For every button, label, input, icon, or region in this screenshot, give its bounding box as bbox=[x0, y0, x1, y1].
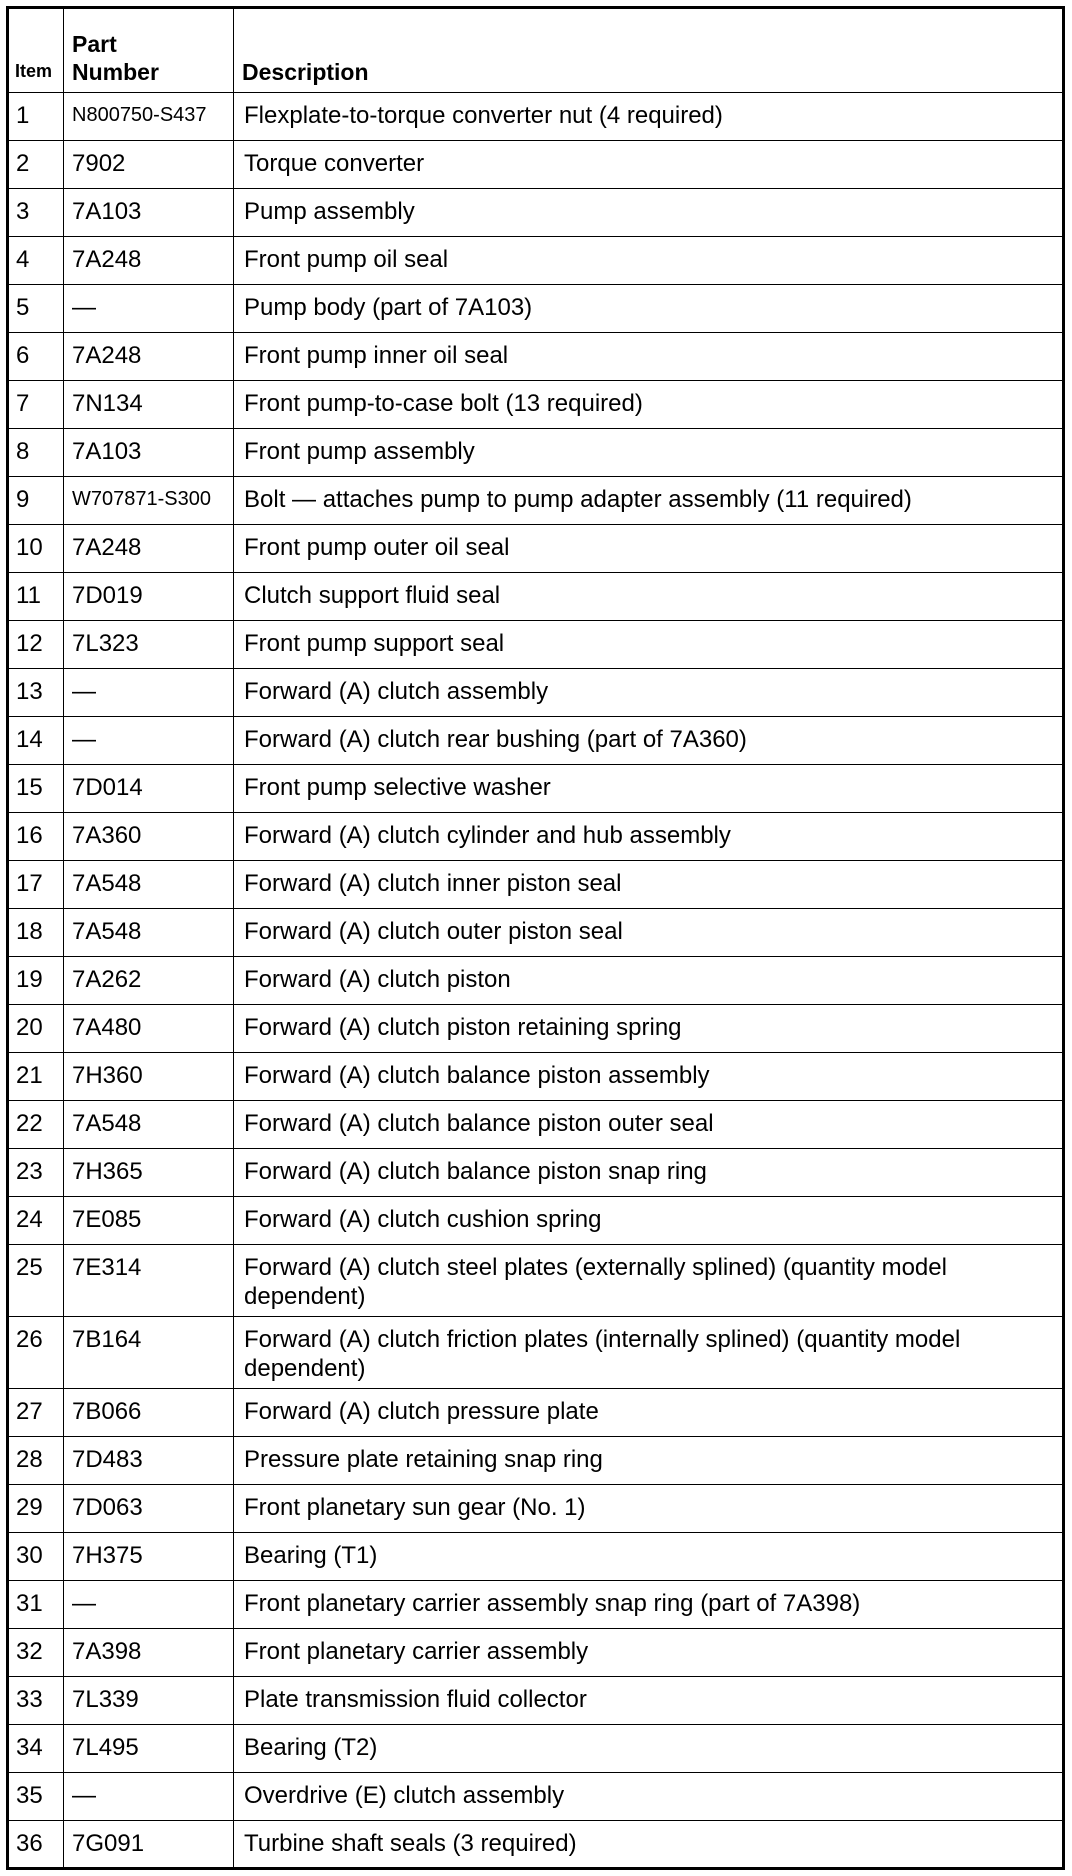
part-description: Forward (A) clutch rear bushing (part of 7A360) bbox=[234, 717, 1064, 765]
table-row bbox=[8, 285, 1064, 333]
part-description: Torque converter bbox=[234, 141, 1064, 189]
part-number: 7902 bbox=[64, 141, 234, 189]
part-number: 7G091 bbox=[64, 1821, 234, 1869]
part-description: Forward (A) clutch outer piston seal bbox=[234, 909, 1064, 957]
table-row bbox=[8, 1389, 1064, 1437]
item-number: 27 bbox=[8, 1389, 64, 1437]
table-row bbox=[8, 717, 1064, 765]
part-description: Front pump support seal bbox=[234, 621, 1064, 669]
part-description: Bolt — attaches pump to pump adapter assembly (11 required) bbox=[234, 477, 1064, 525]
part-number: 7A248 bbox=[64, 525, 234, 573]
part-number: 7L495 bbox=[64, 1725, 234, 1773]
table-row bbox=[8, 1149, 1064, 1197]
part-description: Plate transmission fluid collector bbox=[234, 1677, 1064, 1725]
part-number: 7H360 bbox=[64, 1053, 234, 1101]
item-number: 3 bbox=[8, 189, 64, 237]
part-description: Bearing (T1) bbox=[234, 1533, 1064, 1581]
item-number: 30 bbox=[8, 1533, 64, 1581]
part-number: — bbox=[64, 669, 234, 717]
part-description: Pressure plate retaining snap ring bbox=[234, 1437, 1064, 1485]
part-description: Bearing (T2) bbox=[234, 1725, 1064, 1773]
item-number: 34 bbox=[8, 1725, 64, 1773]
table-row bbox=[8, 1629, 1064, 1677]
table-row bbox=[8, 141, 1064, 189]
part-number: 7B164 bbox=[64, 1317, 234, 1389]
part-description: Front pump outer oil seal bbox=[234, 525, 1064, 573]
part-number: 7A248 bbox=[64, 237, 234, 285]
item-number: 24 bbox=[8, 1197, 64, 1245]
part-number: 7N134 bbox=[64, 381, 234, 429]
item-number: 6 bbox=[8, 333, 64, 381]
table-row bbox=[8, 1821, 1064, 1869]
part-description: Forward (A) clutch inner piston seal bbox=[234, 861, 1064, 909]
part-description: Forward (A) clutch piston retaining spring bbox=[234, 1005, 1064, 1053]
item-number: 19 bbox=[8, 957, 64, 1005]
part-description: Forward (A) clutch balance piston outer seal bbox=[234, 1101, 1064, 1149]
part-number: 7E085 bbox=[64, 1197, 234, 1245]
table-row bbox=[8, 1245, 1064, 1317]
table-row bbox=[8, 189, 1064, 237]
table-row bbox=[8, 621, 1064, 669]
part-number: 7A548 bbox=[64, 909, 234, 957]
item-number: 17 bbox=[8, 861, 64, 909]
table-row bbox=[8, 813, 1064, 861]
part-number: 7H375 bbox=[64, 1533, 234, 1581]
table-row bbox=[8, 429, 1064, 477]
part-number: 7E314 bbox=[64, 1245, 234, 1317]
part-description: Front planetary sun gear (No. 1) bbox=[234, 1485, 1064, 1533]
part-description: Forward (A) clutch balance piston snap ring bbox=[234, 1149, 1064, 1197]
table-row bbox=[8, 1677, 1064, 1725]
table-row bbox=[8, 381, 1064, 429]
part-description: Forward (A) clutch balance piston assembly bbox=[234, 1053, 1064, 1101]
parts-table bbox=[6, 6, 1065, 1870]
item-number: 33 bbox=[8, 1677, 64, 1725]
part-description: Forward (A) clutch cylinder and hub assembly bbox=[234, 813, 1064, 861]
item-number: 8 bbox=[8, 429, 64, 477]
part-number: 7A103 bbox=[64, 189, 234, 237]
part-description: Forward (A) clutch piston bbox=[234, 957, 1064, 1005]
item-number: 21 bbox=[8, 1053, 64, 1101]
part-number: 7A398 bbox=[64, 1629, 234, 1677]
part-number: 7L339 bbox=[64, 1677, 234, 1725]
part-number: 7A360 bbox=[64, 813, 234, 861]
table-body bbox=[8, 93, 1064, 1869]
part-description: Pump assembly bbox=[234, 189, 1064, 237]
item-number: 4 bbox=[8, 237, 64, 285]
header-part-number bbox=[64, 8, 234, 93]
part-description: Front pump oil seal bbox=[234, 237, 1064, 285]
table-row bbox=[8, 333, 1064, 381]
part-description: Forward (A) clutch steel plates (externally splined) (quantity model dependent) bbox=[234, 1245, 1064, 1317]
table-row bbox=[8, 765, 1064, 813]
item-number: 35 bbox=[8, 1773, 64, 1821]
table-row bbox=[8, 1005, 1064, 1053]
table-row bbox=[8, 1437, 1064, 1485]
table-row bbox=[8, 1773, 1064, 1821]
item-number: 28 bbox=[8, 1437, 64, 1485]
part-description: Forward (A) clutch friction plates (internally splined) (quantity model dependent) bbox=[234, 1317, 1064, 1389]
item-number: 16 bbox=[8, 813, 64, 861]
table-row bbox=[8, 237, 1064, 285]
part-number: W707871-S300 bbox=[64, 477, 234, 525]
table-row bbox=[8, 1725, 1064, 1773]
part-number: — bbox=[64, 1773, 234, 1821]
item-number: 14 bbox=[8, 717, 64, 765]
item-number: 26 bbox=[8, 1317, 64, 1389]
item-number: 32 bbox=[8, 1629, 64, 1677]
item-number: 9 bbox=[8, 477, 64, 525]
header-part-number-label: Part Number bbox=[72, 31, 159, 85]
part-number: 7A548 bbox=[64, 1101, 234, 1149]
part-description: Turbine shaft seals (3 required) bbox=[234, 1821, 1064, 1869]
table-row bbox=[8, 1197, 1064, 1245]
part-description: Overdrive (E) clutch assembly bbox=[234, 1773, 1064, 1821]
part-description: Forward (A) clutch assembly bbox=[234, 669, 1064, 717]
item-number: 11 bbox=[8, 573, 64, 621]
table-row bbox=[8, 477, 1064, 525]
part-description: Forward (A) clutch cushion spring bbox=[234, 1197, 1064, 1245]
item-number: 23 bbox=[8, 1149, 64, 1197]
item-number: 5 bbox=[8, 285, 64, 333]
part-number: 7A248 bbox=[64, 333, 234, 381]
part-number: N800750-S437 bbox=[64, 93, 234, 141]
part-number: 7D483 bbox=[64, 1437, 234, 1485]
part-description: Front pump selective washer bbox=[234, 765, 1064, 813]
table-row bbox=[8, 861, 1064, 909]
table-row bbox=[8, 1101, 1064, 1149]
item-number: 31 bbox=[8, 1581, 64, 1629]
part-description: Front planetary carrier assembly bbox=[234, 1629, 1064, 1677]
item-number: 25 bbox=[8, 1245, 64, 1317]
part-number: 7D063 bbox=[64, 1485, 234, 1533]
header-description: Description bbox=[234, 8, 1064, 93]
part-number: 7D014 bbox=[64, 765, 234, 813]
part-number: — bbox=[64, 1581, 234, 1629]
part-description: Front pump inner oil seal bbox=[234, 333, 1064, 381]
item-number: 15 bbox=[8, 765, 64, 813]
header-row bbox=[8, 8, 1064, 93]
table-row bbox=[8, 1053, 1064, 1101]
part-number: 7A548 bbox=[64, 861, 234, 909]
part-description: Front pump assembly bbox=[234, 429, 1064, 477]
item-number: 12 bbox=[8, 621, 64, 669]
table-row bbox=[8, 573, 1064, 621]
item-number: 1 bbox=[8, 93, 64, 141]
item-number: 7 bbox=[8, 381, 64, 429]
part-description: Front pump-to-case bolt (13 required) bbox=[234, 381, 1064, 429]
part-description: Flexplate-to-torque converter nut (4 required) bbox=[234, 93, 1064, 141]
part-number: — bbox=[64, 285, 234, 333]
part-description: Clutch support fluid seal bbox=[234, 573, 1064, 621]
table-row bbox=[8, 1317, 1064, 1389]
item-number: 29 bbox=[8, 1485, 64, 1533]
table-row bbox=[8, 1485, 1064, 1533]
part-number: 7B066 bbox=[64, 1389, 234, 1437]
table-row bbox=[8, 525, 1064, 573]
table-header bbox=[8, 8, 1064, 93]
part-number: 7H365 bbox=[64, 1149, 234, 1197]
item-number: 22 bbox=[8, 1101, 64, 1149]
item-number: 20 bbox=[8, 1005, 64, 1053]
part-number: 7A480 bbox=[64, 1005, 234, 1053]
part-description: Forward (A) clutch pressure plate bbox=[234, 1389, 1064, 1437]
item-number: 10 bbox=[8, 525, 64, 573]
part-number: 7L323 bbox=[64, 621, 234, 669]
table-row bbox=[8, 669, 1064, 717]
item-number: 2 bbox=[8, 141, 64, 189]
part-number: — bbox=[64, 717, 234, 765]
item-number: 18 bbox=[8, 909, 64, 957]
part-description: Front planetary carrier assembly snap ring (part of 7A398) bbox=[234, 1581, 1064, 1629]
part-number: 7A103 bbox=[64, 429, 234, 477]
item-number: 36 bbox=[8, 1821, 64, 1869]
part-number: 7D019 bbox=[64, 573, 234, 621]
table-row bbox=[8, 909, 1064, 957]
part-number: 7A262 bbox=[64, 957, 234, 1005]
table-row bbox=[8, 93, 1064, 141]
table-row bbox=[8, 957, 1064, 1005]
table-row bbox=[8, 1533, 1064, 1581]
part-description: Pump body (part of 7A103) bbox=[234, 285, 1064, 333]
item-number: 13 bbox=[8, 669, 64, 717]
table-row bbox=[8, 1581, 1064, 1629]
header-item: Item bbox=[8, 8, 64, 93]
